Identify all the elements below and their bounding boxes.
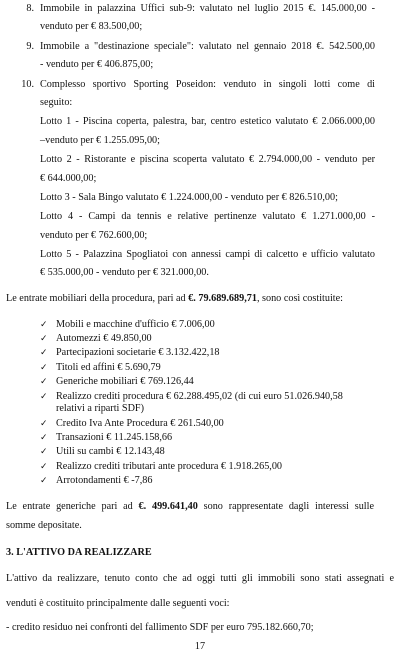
generiche-paragraph-end: somme depositate.	[6, 520, 82, 531]
check-icon: ✓	[40, 419, 48, 429]
list-item-text: Complesso sportivo Sporting Poseidon: venduto in singoli lotti come di	[40, 79, 375, 90]
check-list-item	[40, 376, 194, 388]
list-number: 10.	[21, 79, 34, 90]
generiche-paragraph	[6, 500, 374, 513]
check-list-item	[40, 475, 152, 487]
check-list-text: Transazioni € 11.245.158,66	[56, 432, 173, 443]
page-number: 17	[194, 641, 206, 652]
check-list-item	[40, 319, 215, 331]
check-icon: ✓	[40, 377, 48, 387]
generiche-amount: €. 499.641,40	[138, 501, 198, 512]
check-list-item	[40, 391, 343, 415]
lot-line: € 535.000,00 - venduto per € 321.000,00.	[40, 267, 209, 278]
check-list-text: Utili su cambi € 12.143,48	[56, 446, 165, 457]
check-list-text: Mobili e macchine d'ufficio € 7.006,00	[56, 319, 215, 330]
check-icon: ✓	[40, 363, 48, 373]
check-icon: ✓	[40, 433, 48, 443]
check-list-item	[40, 461, 282, 473]
mobiliari-intro-text: Le entrate mobiliari della procedura, pari ad	[6, 293, 189, 304]
check-list-item	[40, 432, 172, 444]
lot-line: Lotto 2 - Ristorante e piscina scoperta valutato € 2.794.000,00 - venduto per	[40, 154, 375, 165]
check-list-item	[40, 347, 220, 359]
check-list-text: Credito Iva Ante Procedura € 261.540,00	[56, 418, 224, 429]
list-number: 9.	[26, 41, 34, 52]
check-list-text: Automezzi € 49.850,00	[56, 333, 152, 344]
check-list-text: Arrotondamenti € -7,86	[56, 475, 153, 486]
check-list-text: Realizzo crediti tributari ante procedura € 1.918.265,00	[56, 461, 283, 472]
check-list-item	[40, 362, 161, 374]
list-item-text: - venduto per € 406.875,00;	[40, 59, 154, 70]
check-icon: ✓	[40, 476, 48, 486]
attivo-text: L'attivo da realizzare, tenuto conto che ad oggi tutti gli immobili sono stati assegnati e	[6, 573, 394, 584]
list-item-text: venduto per € 83.500,00;	[40, 21, 143, 32]
lot-line: Lotto 4 - Campi da tennis e relative pertinenze valutato € 1.271.000,00 -	[40, 211, 375, 222]
lot-line: Lotto 3 - Sala Bingo valutato € 1.224.000,00 - venduto per € 826.510,00;	[40, 192, 338, 203]
lot-line: venduto per € 762.600,00;	[40, 230, 148, 241]
check-list-text: relativi a riparti SDF)	[56, 403, 144, 414]
check-icon: ✓	[40, 447, 48, 457]
check-list-item	[40, 446, 165, 458]
mobiliari-intro-tail: , sono così costituite:	[256, 293, 343, 304]
check-icon: ✓	[40, 462, 48, 472]
lot-line: € 644.000,00;	[40, 173, 97, 184]
check-list-item	[40, 333, 152, 345]
check-icon: ✓	[40, 392, 48, 402]
check-list-text: Generiche mobiliari € 769.126,44	[56, 376, 194, 387]
check-list-item	[40, 418, 224, 430]
list-item-text: seguito:	[40, 97, 73, 108]
check-list-text: Partecipazioni societarie € 3.132.422,18	[56, 347, 220, 358]
check-list-text: Realizzo crediti procedura € 62.288.495,02 (di cui euro 51.026.940,58	[56, 391, 343, 402]
lot-line: Lotto 5 - Palazzina Spogliatoi con annessi campi di calcetto e ufficio valutato	[40, 249, 375, 260]
check-list-text: Titoli ed affini € 5.690,79	[56, 362, 161, 373]
check-icon: ✓	[40, 334, 48, 344]
lot-line: –venduto per € 1.255.095,00;	[40, 135, 160, 146]
list-item-text: Immobile in palazzina Uffici sub-9: valutato nel luglio 2015 €. 145.000,00 -	[40, 3, 375, 14]
section-heading: 3. L'ATTIVO DA REALIZZARE	[6, 547, 152, 558]
mobiliari-intro	[6, 292, 343, 305]
generiche-text-tail: sono rappresentate dagli interessi sulle	[197, 501, 374, 512]
attivo-text: - credito residuo nei confronti del fallimento SDF per euro 795.182.660,70;	[6, 622, 314, 633]
list-number: 8.	[26, 3, 34, 14]
lot-line: Lotto 1 - Piscina coperta, palestra, bar, centro estetico valutato € 2.066.000,00	[40, 116, 375, 127]
attivo-text: venduti è costituito principalmente dalle seguenti voci:	[6, 598, 230, 609]
mobiliari-amount: €. 79.689.689,71	[188, 293, 257, 304]
list-item-text: Immobile a "destinazione speciale": valutato nel gennaio 2018 €. 542.500,00	[40, 41, 375, 52]
check-icon: ✓	[40, 320, 48, 330]
generiche-text: Le entrate generiche pari ad	[6, 501, 139, 512]
check-icon: ✓	[40, 348, 48, 358]
